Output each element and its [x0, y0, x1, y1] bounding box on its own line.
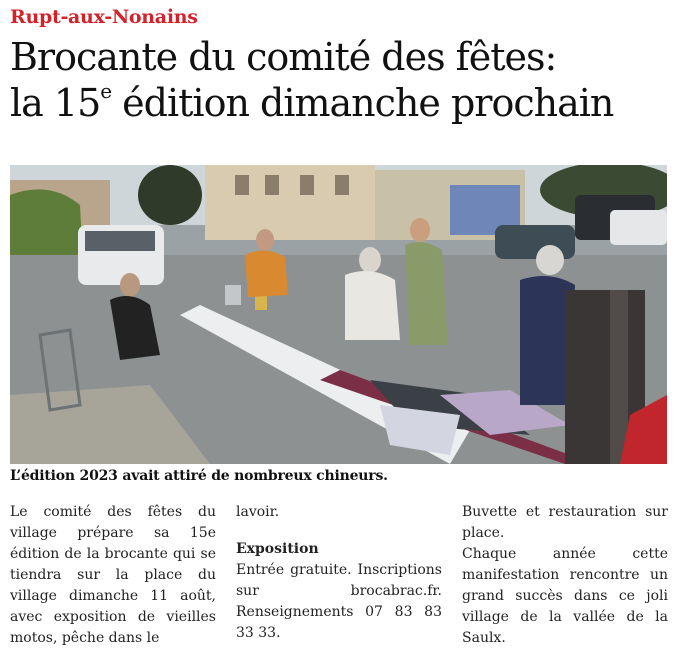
article-column-1 — [10, 502, 216, 649]
flea-market-photo-illustration — [10, 165, 667, 464]
body-paragraph: Entrée gratuite. Inscriptions sur brocabrac.fr. Renseignements 07 83 83 33 33. — [236, 562, 442, 641]
body-paragraph: Le comité des fêtes du village prépare sa 15e édition de la brocante qui se tiendra sur la place du village dimanche 11 août, avec exposition de vieilles motos, pêche dans le — [10, 504, 216, 646]
body-paragraph: Chaque année cette manifestation rencontre un grand succès dans ce joli village de la vallée de la Saulx. — [462, 546, 668, 646]
article-column-3 — [462, 502, 668, 649]
headline-line-2-pre: la 15 — [10, 81, 101, 125]
headline-line-1: Brocante du comité des fêtes: — [10, 35, 557, 79]
photo-caption: L’édition 2023 avait attiré de nombreux chineurs. — [10, 468, 388, 484]
body-paragraph: Buvette et restauration sur place. — [462, 504, 668, 541]
article-column-2 — [236, 502, 442, 644]
headline-superscript: e — [100, 79, 112, 103]
article-photo — [10, 165, 667, 464]
section-subhead: Exposition — [236, 541, 319, 557]
body-continuation: lavoir. — [236, 504, 280, 520]
section-kicker: Rupt-aux-Nonains — [10, 6, 198, 28]
headline-line-2-post: édition dimanche prochain — [111, 81, 614, 125]
article-headline — [10, 34, 670, 126]
